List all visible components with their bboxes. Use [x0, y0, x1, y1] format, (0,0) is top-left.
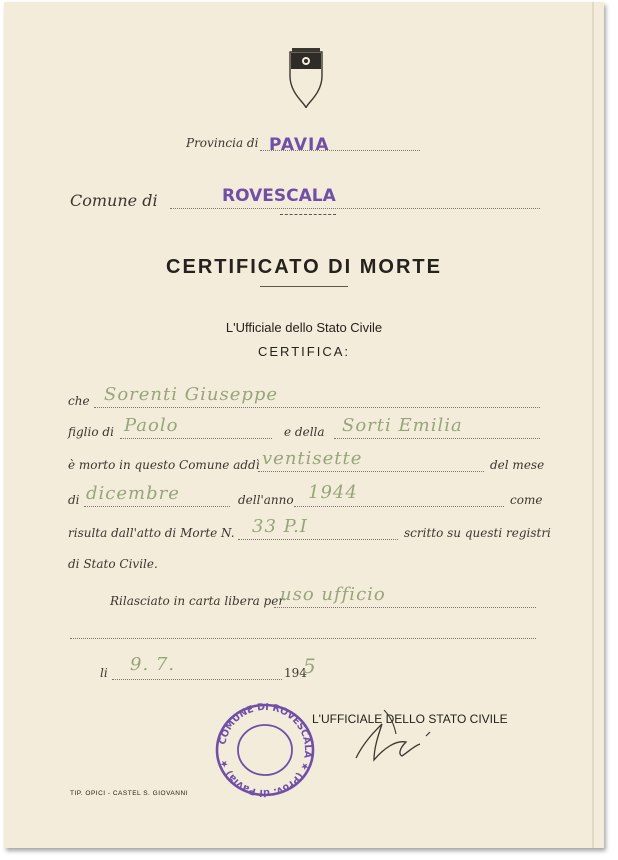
morto-handwritten: ventisette [262, 448, 363, 469]
figlio-dotted-line [120, 438, 272, 439]
title-rule [260, 286, 348, 287]
che-dotted-line [94, 407, 540, 408]
printer-imprint: TIP. OPICI - CASTEL S. GIOVANNI [70, 790, 188, 797]
comune-dotted-line [170, 208, 540, 209]
li-label: li [100, 666, 108, 680]
che-label: che [68, 394, 90, 408]
ufficiale-label: L'UFFICIALE DELLO STATO CIVILE [312, 712, 508, 726]
anno-label: dell'anno [238, 493, 294, 507]
di-label: di [68, 493, 80, 507]
di-handwritten: dicembre [86, 483, 180, 504]
figlio-handwritten: Paolo [124, 415, 179, 436]
sheet-edge [592, 2, 594, 848]
anno-dotted-line [294, 506, 504, 507]
risulta-label: risulta dall'atto di Morte N. [68, 526, 235, 540]
date-dotted-line [112, 679, 282, 680]
scritto-label: scritto su questi registri [404, 526, 551, 540]
comune-label: Comune di [70, 191, 158, 210]
year-handwritten: 5 [303, 654, 317, 678]
mese-label: del mese [490, 458, 545, 472]
stato-label: di Stato Civile. [68, 557, 158, 571]
date-handwritten: 9. 7. [130, 654, 176, 675]
comune-stamp: ROVESCALA [222, 186, 336, 206]
intro-line-1: L'Ufficiale dello Stato Civile [225, 320, 383, 335]
seal-text: COMUNE DI ROVESCALA ★ (Prov. di Pavia) ★ [217, 701, 314, 799]
province-label: Provincia di [186, 136, 259, 150]
coat-of-arms-icon [286, 46, 326, 114]
rilasciato-label: Rilasciato in carta libera per [110, 594, 285, 608]
certificate-sheet [4, 2, 604, 848]
comune-rule [280, 214, 336, 215]
municipal-seal-icon [210, 700, 320, 800]
intro-line-2: CERTIFICA: [258, 344, 350, 359]
blank-dotted-line [70, 638, 536, 639]
anno-handwritten: 1944 [308, 482, 358, 503]
signature-icon [344, 702, 444, 772]
morto-dotted-line [258, 471, 484, 472]
della-dotted-line [334, 438, 540, 439]
province-stamp: PAVIA [269, 135, 330, 155]
della-handwritten: Sorti Emilia [342, 415, 463, 436]
come-label: come [510, 493, 543, 507]
figlio-label: figlio di [68, 425, 114, 439]
rilasciato-handwritten: uso ufficio [280, 584, 386, 605]
atto-handwritten: 33 P.I [252, 516, 308, 537]
della-label: e della [284, 425, 325, 439]
morto-label: è morto in questo Comune addì [68, 458, 260, 472]
che-handwritten: Sorenti Giuseppe [104, 384, 279, 405]
risulta-dotted-line [238, 539, 398, 540]
year-printed: 194 [284, 666, 307, 680]
di-dotted-line [84, 506, 230, 507]
document-title: CERTIFICATO DI MORTE [166, 256, 442, 278]
rilasciato-dotted-line [274, 607, 536, 608]
